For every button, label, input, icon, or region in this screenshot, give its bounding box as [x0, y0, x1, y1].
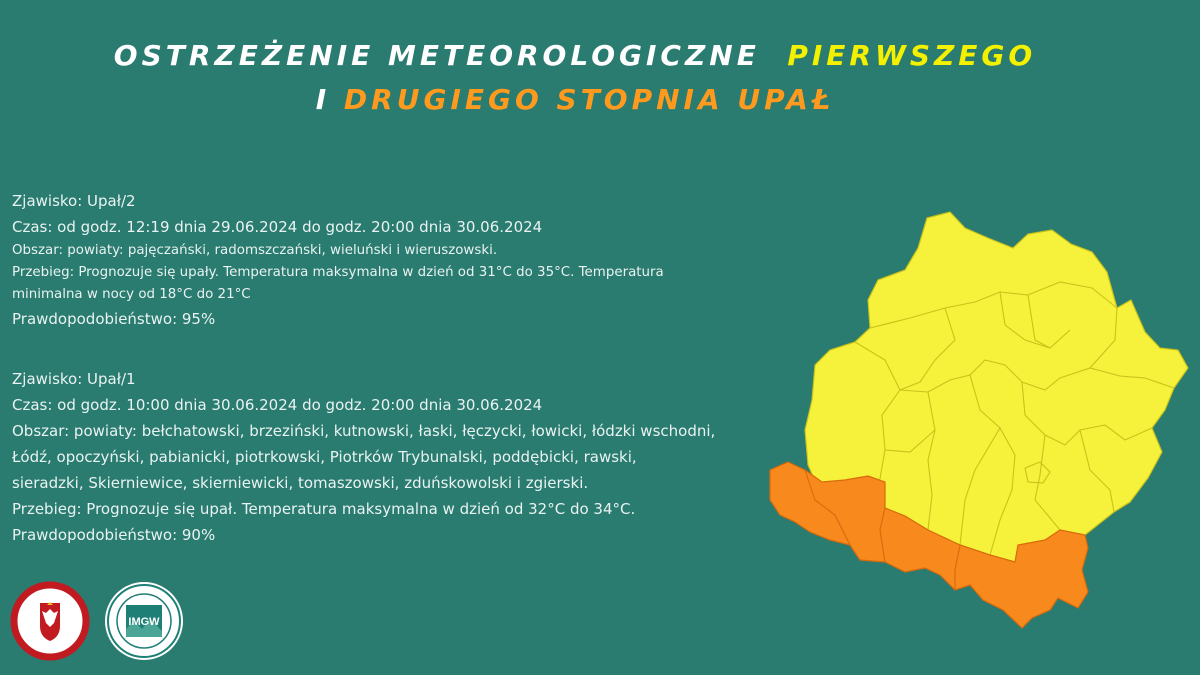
title-line-2: [0, 78, 1150, 122]
title-part-main: OSTRZEŻENIE METEOROLOGICZNE: [113, 39, 760, 72]
lodz-voivode-office-logo: [10, 581, 90, 661]
title-part-and: I: [315, 83, 331, 116]
phenomenon-text: Zjawisko: Upał/1: [12, 370, 136, 388]
title-part-second-degree: DRUGIEGO STOPNIA UPAŁ: [343, 83, 835, 116]
title-line-1: [0, 34, 1150, 78]
course-text-line-1: Przebieg: Prognozuje się upały. Temperatura maksymalna w dzień od 31°C do 35°C. Temperatura: [12, 265, 664, 280]
warning-block-level-1: [12, 366, 812, 548]
area-text-line-3: sieradzki, Skierniewice, skierniewicki, tomaszowski, zduńskowolski i zgierski.: [12, 474, 589, 492]
imgw-logo-text: IMGW: [128, 616, 160, 628]
imgw-logo: [104, 581, 184, 661]
time-text: Czas: od godz. 10:00 dnia 30.06.2024 do godz. 20:00 dnia 30.06.2024: [12, 396, 543, 414]
area-text-line-2: Łódź, opoczyński, pabianicki, piotrkowski, Piotrków Trybunalski, poddębicki, rawski,: [12, 448, 637, 466]
area-text: Obszar: powiaty: pajęczański, radomszczański, wieluński i wieruszowski.: [12, 243, 498, 258]
title-part-first-degree: PIERWSZEGO: [787, 39, 1037, 72]
probability-text: Prawdopodobieństwo: 90%: [12, 526, 216, 544]
probability-text: Prawdopodobieństwo: 95%: [12, 310, 216, 328]
time-text: Czas: od godz. 12:19 dnia 29.06.2024 do godz. 20:00 dnia 30.06.2024: [12, 218, 543, 236]
phenomenon-text: Zjawisko: Upał/2: [12, 192, 136, 210]
lodz-voivodeship-map: [760, 200, 1190, 640]
warning-block-level-2: [12, 188, 812, 332]
course-text: Przebieg: Prognozuje się upał. Temperatura maksymalna w dzień od 32°C do 34°C.: [12, 500, 636, 518]
warning-title: [0, 34, 1150, 122]
area-text-line-1: Obszar: powiaty: bełchatowski, brzeziński, kutnowski, łaski, łęczycki, łowicki, łódzki wschodni,: [12, 422, 716, 440]
course-text-line-2: minimalna w nocy od 18°C do 21°C: [12, 287, 251, 302]
